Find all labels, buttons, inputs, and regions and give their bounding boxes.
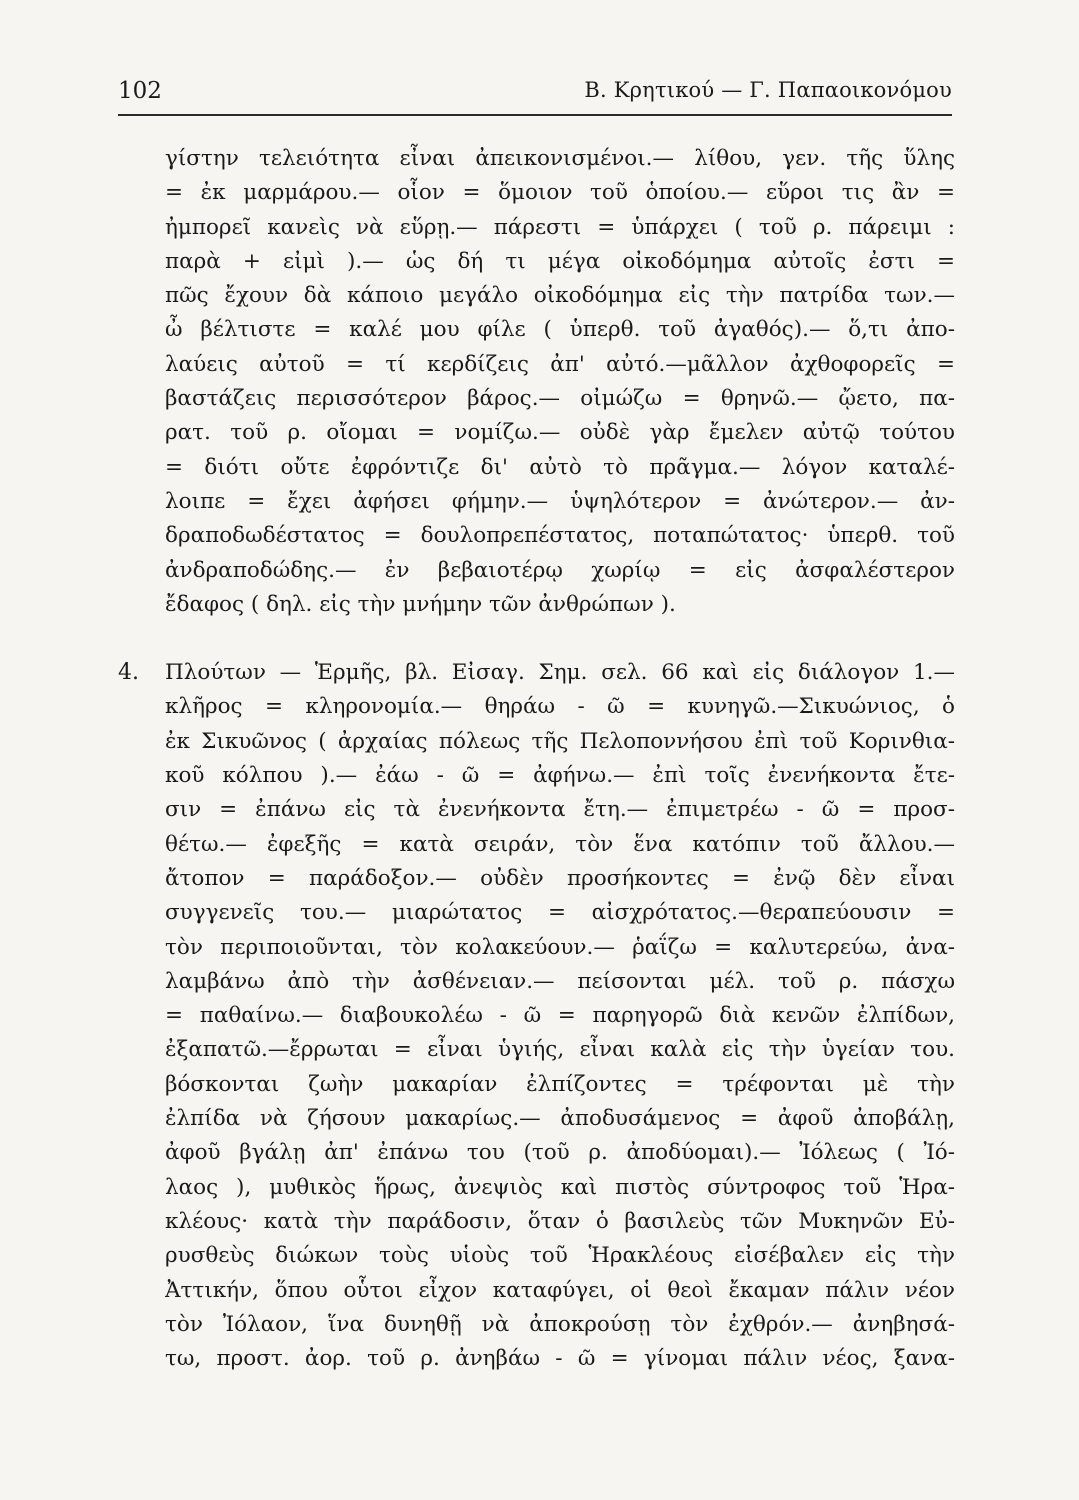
text-line: = διότι οὔτε ἐφρόντιζε δι' αὐτὸ τὸ πρᾶγμα.— λόγον καταλέ- [165,454,955,480]
text-line: κλέους· κατὰ τὴν παράδοσιν, ὅταν ὁ βασιλεὺς τῶν Μυκηνῶν Εὐ- [165,1208,955,1234]
text-line: κλῆρος = κληρονομία.— θηράω - ῶ = κυνηγῶ.—Σικυώνιος, ὁ [165,694,955,720]
page-header [118,78,952,112]
text-line: πῶς ἔχουν δὰ κάποιο μεγάλο οἰκοδόμημα εἰς τὴν πατρίδα των.— [165,283,955,309]
text-line: λαμβάνω ἀπὸ τὴν ἀσθένειαν.— πείσονται μέλ. τοῦ ρ. πάσχω [165,968,955,994]
text-line: κοῦ κόλπου ).— ἐάω - ῶ = ἀφήνω.— ἐπὶ τοῖς ἐνενήκοντα ἔτε- [165,763,955,789]
text-line: Πλούτων — Ἑρμῆς, βλ. Εἰσαγ. Σημ. σελ. 66 καὶ εἰς διάλογον 1.— [165,660,955,686]
text-line: ἀνδραποδώδης.— ἐν βεβαιοτέρῳ χωρίῳ = εἰς ἀσφαλέστερον [165,557,955,583]
text-line: παρὰ + εἰμὶ ).— ὡς δή τι μέγα οἰκοδόμημα αὐτοῖς ἐστι = [165,248,955,274]
text-line: δραποδωδέστατος = δουλοπρεπέστατος, ποταπώτατος· ὑπερθ. τοῦ [165,523,955,549]
text-line: θέτω.— ἐφεξῆς = κατὰ σειράν, τὸν ἕνα κατόπιν τοῦ ἄλλου.— [165,831,955,857]
text-line: τὸν περιποιοῦνται, τὸν κολακεύουν.— ῥαΐζω = καλυτερεύω, ἀνα- [165,934,955,960]
section-number: 4. [118,660,139,686]
text-line: ἐλπίδα νὰ ζήσουν μακαρίως.— ἀποδυσάμενος = ἀφοῦ ἀποβάλῃ, [165,1106,955,1132]
section-first-line [118,656,955,690]
page-number: 102 [118,78,162,104]
text-line: ἐκ Σικυῶνος ( ἀρχαίας πόλεως τῆς Πελοποννήσου ἐπὶ τοῦ Κορινθια- [165,728,955,754]
text-line: = ἐκ μαρμάρου.— οἷον = ὅμοιον τοῦ ὁποίου.— εὕροι τις ἂν = [165,180,955,206]
text-line: τὸν Ἰόλαον, ἵνα δυνηθῇ νὰ ἀποκρούσῃ τὸν ἐχθρόν.— ἀνηβησά- [165,1311,955,1337]
text-line: βαστάζεις περισσότερον βάρος.— οἰμώζω = θρηνῶ.— ᾤετο, πα- [165,386,955,412]
text-line: ἄτοπον = παράδοξον.— οὐδὲν προσήκοντες = ἐνῷ δὲν εἶναι [165,865,955,891]
text-line: σιν = ἐπάνω εἰς τὰ ἐνενήκοντα ἔτη.— ἐπιμετρέω - ῶ = προσ- [165,797,955,823]
text-line: συγγενεῖς του.— μιαρώτατος = αἰσχρότατος.—θεραπεύουσιν = [165,900,955,926]
text-line: ἔδαφος ( δηλ. εἰς τὴν μνήμην τῶν ἀνθρώπων ). [165,591,676,617]
text-line: βόσκονται ζωὴν μακαρίαν ἐλπίζοντες = τρέφονται μὲ τὴν [165,1071,955,1097]
text-line: ἠμπορεῖ κανεὶς νὰ εὕρῃ.— πάρεστι = ὑπάρχει ( τοῦ ρ. πάρειμι : [165,214,955,240]
text-line: λαύεις αὐτοῦ = τί κερδίζεις ἀπ' αὐτό.—μᾶλλον ἀχθοφορεῖς = [165,351,955,377]
text-line: ρυσθεὺς διώκων τοὺς υἱοὺς τοῦ Ἡρακλέους εἰσέβαλεν εἰς τὴν [165,1243,955,1269]
text-line: ἀφοῦ βγάλῃ ἀπ' ἐπάνω του (τοῦ ρ. ἀποδύομαι).— Ἰόλεως ( Ἰό- [165,1140,955,1166]
text-line: ρατ. τοῦ ρ. οἴομαι = νομίζω.— οὐδὲ γὰρ ἔμελεν αὐτῷ τούτου [165,420,955,446]
text-line: λοιπε = ἔχει ἀφήσει φήμην.— ὑψηλότερον = ἀνώτερον.— ἀν- [165,488,955,514]
text-line: ἐξαπατῶ.—ἔρρωται = εἶναι ὑγιής, εἶναι καλὰ εἰς τὴν ὑγείαν του. [165,1037,955,1063]
text-line: ὦ βέλτιστε = καλέ μου φίλε ( ὑπερθ. τοῦ ἀγαθός).— ὅ,τι ἀπο- [165,317,955,343]
text-line: Ἀττικήν, ὅπου οὗτοι εἶχον καταφύγει, οἱ θεοὶ ἔκαμαν πάλιν νέον [165,1277,955,1303]
text-line: λαος ), μυθικὸς ἥρως, ἀνεψιὸς καὶ πιστὸς σύντροφος τοῦ Ἡρα- [165,1174,955,1200]
text-line: γίστην τελειότητα εἶναι ἀπεικονισμένοι.— λίθου, γεν. τῆς ὕλης [165,146,955,171]
commentary-text [118,142,955,1376]
section-gap [165,622,955,656]
running-head: Β. Κρητικού — Γ. Παπαοικονόμου [584,78,952,102]
header-rule [118,114,952,116]
text-line: = παθαίνω.— διαβουκολέω - ῶ = παρηγορῶ διὰ κενῶν ἐλπίδων, [165,1003,955,1029]
text-line: τω, προστ. ἀορ. τοῦ ρ. ἀνηβάω - ῶ = γίνομαι πάλιν νέος, ξανα- [165,1346,955,1372]
